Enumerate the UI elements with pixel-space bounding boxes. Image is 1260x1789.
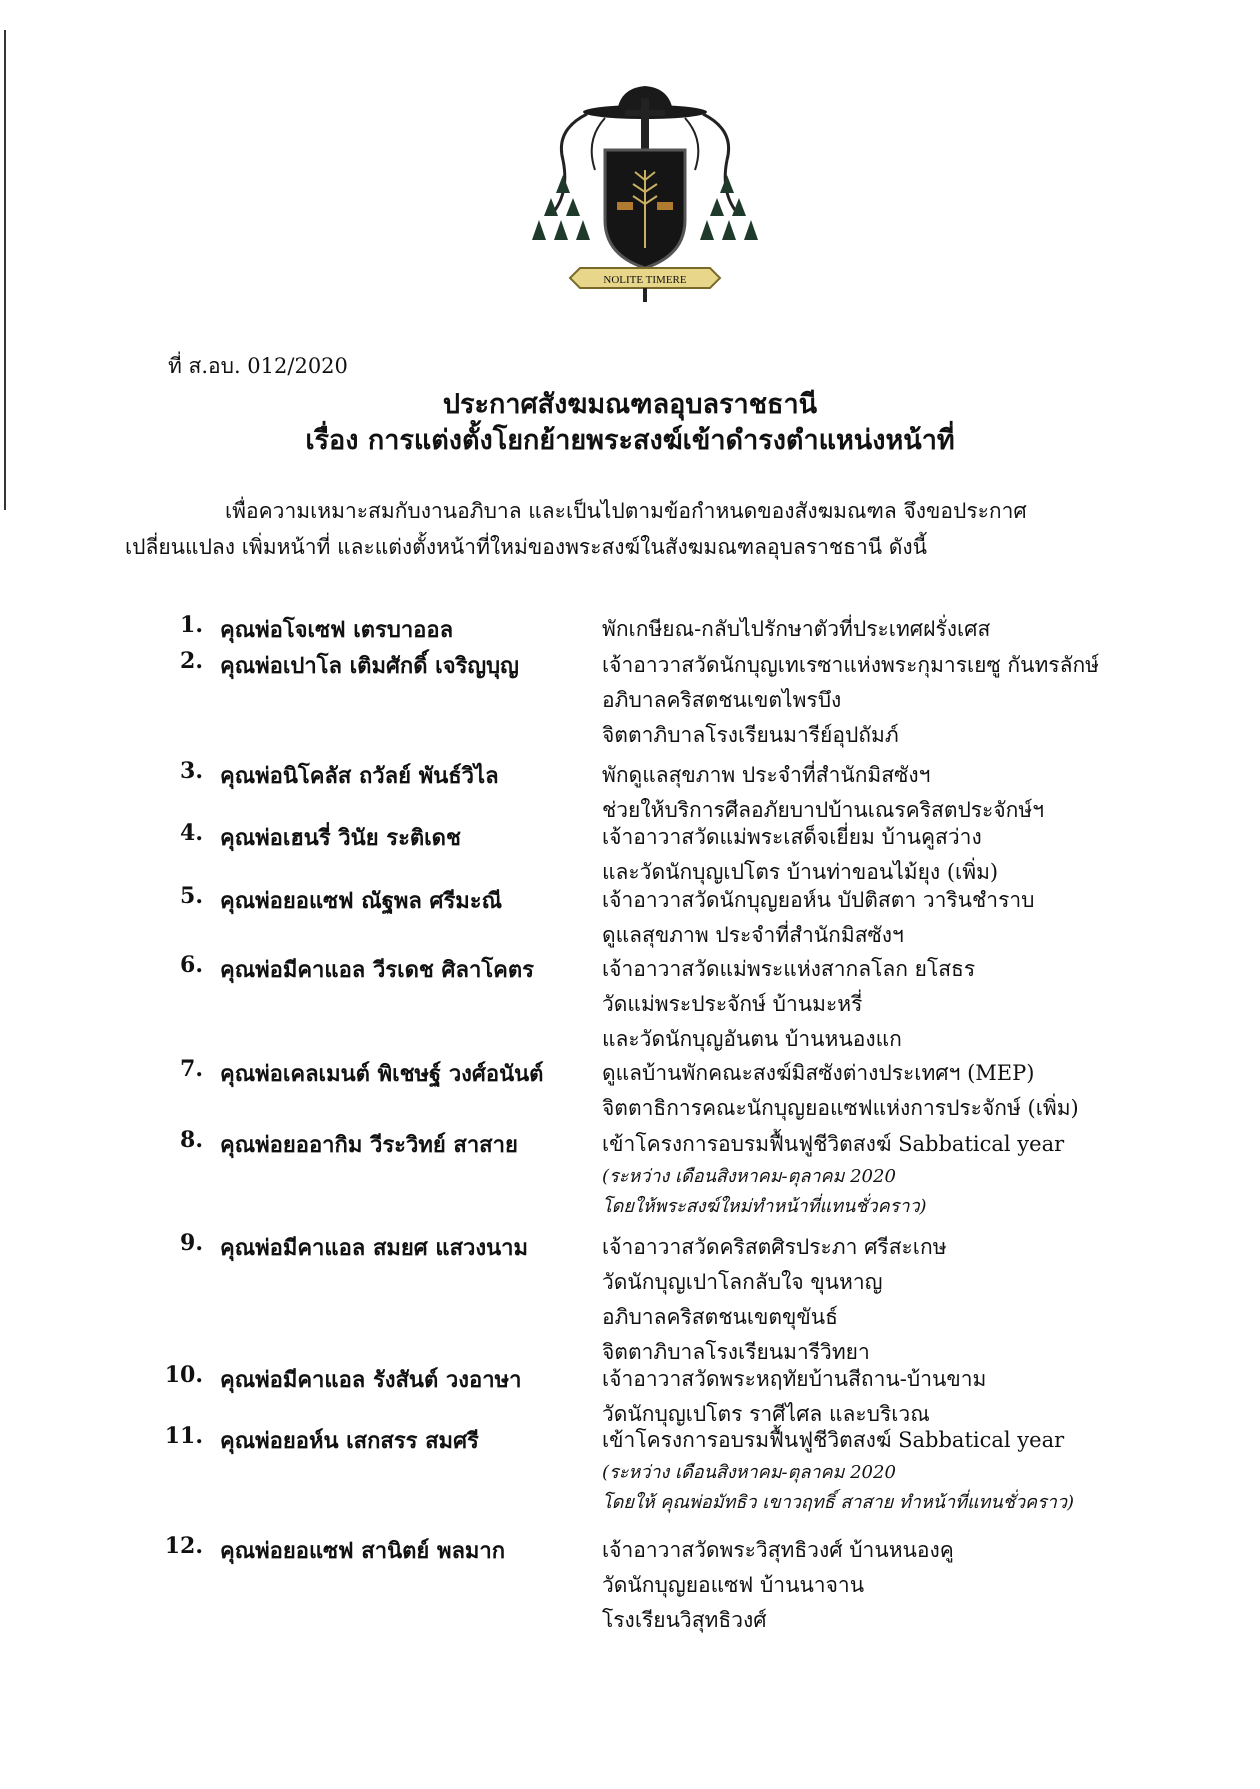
assignment-line: วัดนักบุญเปาโลกลับใจ ขุนหาญ [602, 1270, 883, 1294]
entry-number: 2. [180, 648, 203, 674]
priest-name: คุณพ่อมีคาแอล วีรเดช ศิลาโคตร [220, 957, 534, 983]
assignment-line: โรงเรียนวิสุทธิวงศ์ [602, 1608, 767, 1632]
assignment-list [602, 1533, 954, 1638]
assignment-line: เข้าโครงการอบรมฟื้นฟูชีวิตสงฆ์ Sabbatical year [602, 1428, 1065, 1452]
assignment-line: เข้าโครงการอบรมฟื้นฟูชีวิตสงฆ์ Sabbatical year [602, 1132, 1065, 1156]
priest-name: คุณพ่อเคลเมนต์ พิเชษฐ์ วงศ์อนันต์ [220, 1061, 544, 1087]
assignment-line: เจ้าอาวาสวัดแม่พระแห่งสากลโลก ยโสธร [602, 957, 976, 981]
entry-number: 5. [180, 883, 203, 909]
assignment-list [602, 952, 975, 1057]
entry-number: 1. [180, 612, 203, 638]
assignment-line: จิตตาภิบาลโรงเรียนมารีย์อุปถัมภ์ [602, 723, 899, 747]
crest-motto: NOLITE TIMERE [603, 274, 687, 286]
assignment-line: ดูแลบ้านพักคณะสงฆ์มิสซังต่างประเทศฯ (MEP) [602, 1061, 1035, 1085]
announcement-title: ประกาศสังฆมณฑลอุบลราชธานี [442, 389, 818, 420]
assignment-line: วัดแม่พระประจักษ์ บ้านมะหรี่ [602, 992, 863, 1016]
assignment-line: เจ้าอาวาสวัดนักบุญยอห์น บัปติสตา วารินชำราบ [602, 888, 1035, 912]
entry-number: 4. [180, 820, 203, 846]
assignment-line: เจ้าอาวาสวัดพระวิสุทธิวงศ์ บ้านหนองคู [602, 1538, 954, 1562]
assignment-list [602, 612, 990, 647]
priest-name: คุณพ่อเปาโล เติมศักดิ์ เจริญบุญ [220, 653, 519, 679]
assignment-list [602, 648, 1099, 753]
assignment-line: และวัดนักบุญอันตน บ้านหนองแก [602, 1027, 902, 1051]
entry-number: 8. [180, 1127, 203, 1153]
assignment-line: เจ้าอาวาสวัดนักบุญเทเรซาแห่งพระกุมารเยซู กันทรลักษ์ [602, 653, 1100, 677]
priest-name: คุณพ่อยอแซฟ สานิตย์ พลมาก [220, 1538, 506, 1564]
announcement-subject: เรื่อง การแต่งตั้งโยกย้ายพระสงฆ์เข้าดำรงตำแหน่งหน้าที่ [305, 425, 955, 456]
assignment-line: วัดนักบุญยอแซฟ บ้านนาจาน [602, 1573, 865, 1597]
entry-number: 11. [164, 1423, 203, 1449]
priest-name: คุณพ่อมีคาแอล รังสันต์ วงอาษา [220, 1367, 522, 1393]
assignment-list [602, 1230, 947, 1370]
assignment-line: และวัดนักบุญเปโตร บ้านท่าขอนไม้ยุง (เพิ่ม) [602, 860, 999, 884]
entry-number: 6. [180, 952, 203, 978]
document-number: ที่ ส.อบ. 012/2020 [168, 354, 348, 378]
assignment-line: อภิบาลคริสตชนเขตไพรบึง [602, 688, 842, 712]
priest-name: คุณพ่อนิโคลัส ถวัลย์ พันธ์วิไล [220, 763, 499, 789]
assignment-list [602, 1362, 986, 1432]
assignment-line: เจ้าอาวาสวัดคริสตศิรประภา ศรีสะเกษ [602, 1235, 947, 1259]
assignment-list [602, 1127, 1064, 1222]
entry-number: 10. [164, 1362, 203, 1388]
entry-number: 12. [164, 1533, 203, 1559]
intro-line-2: เปลี่ยนแปลง เพิ่มหน้าที่ และแต่งตั้งหน้าที่ใหม่ของพระสงฆ์ในสังฆมณฑลอุบลราชธานี ดังนี้ [125, 535, 928, 559]
assignment-line: เจ้าอาวาสวัดแม่พระเสด็จเยี่ยม บ้านคูสว่าง [602, 825, 982, 849]
assignment-note: โดยให้ คุณพ่อมัทธิว เขาวฤทธิ์ สาสาย ทำหน้าที่แทนชั่วคราว) [602, 1492, 1074, 1513]
priest-name: คุณพ่อยออากิม วีระวิทย์ สาสาย [220, 1132, 518, 1158]
assignment-note: (ระหว่าง เดือนสิงหาคม-ตุลาคม 2020 [602, 1166, 896, 1187]
priest-name: คุณพ่อยอห์น เสกสรร สมศรี [220, 1428, 479, 1454]
intro-line-1: เพื่อความเหมาะสมกับงานอภิบาล และเป็นไปตามข้อกำหนดของสังฆมณฑล จึงขอประกาศ [225, 499, 1027, 523]
assignment-line: จิตตาธิการคณะนักบุญยอแซฟแห่งการประจักษ์ (เพิ่ม) [602, 1096, 1079, 1120]
entry-number: 9. [180, 1230, 203, 1256]
assignment-line: อภิบาลคริสตชนเขตขุขันธ์ [602, 1305, 838, 1329]
assignment-list [602, 883, 1034, 953]
assignment-line: ดูแลสุขภาพ ประจำที่สำนักมิสซังฯ [602, 923, 904, 947]
assignment-list [602, 820, 998, 890]
priest-name: คุณพ่อมีคาแอล สมยศ แสวงนาม [220, 1235, 528, 1261]
assignment-list [602, 1056, 1079, 1126]
entry-number: 3. [180, 758, 203, 784]
assignment-line: พักเกษียณ-กลับไปรักษาตัวที่ประเทศฝรั่งเศส [602, 617, 991, 641]
assignment-line: เจ้าอาวาสวัดพระหฤทัยบ้านสีถาน-บ้านขาม [602, 1367, 987, 1391]
assignment-line: ช่วยให้บริการศีลอภัยบาปบ้านเณรคริสตประจักษ์ฯ [602, 798, 1044, 822]
assignment-note: (ระหว่าง เดือนสิงหาคม-ตุลาคม 2020 [602, 1462, 896, 1483]
priest-name: คุณพ่อยอแซฟ ณัฐพล ศรีมะณี [220, 888, 502, 914]
assignment-line: พักดูแลสุขภาพ ประจำที่สำนักมิสซังฯ [602, 763, 931, 787]
priest-name: คุณพ่อเฮนรี่ วินัย ระติเดช [220, 825, 461, 851]
entry-number: 7. [180, 1056, 203, 1082]
assignment-note: โดยให้พระสงฆ์ใหม่ทำหน้าที่แทนชั่วคราว) [602, 1196, 927, 1217]
assignment-line: จิตตาภิบาลโรงเรียนมารีวิทยา [602, 1340, 870, 1364]
assignment-list [602, 758, 1044, 828]
assignment-line: วัดนักบุญเปโตร ราศีไศล และบริเวณ [602, 1402, 930, 1426]
assignment-list [602, 1423, 1074, 1518]
priest-name: คุณพ่อโจเซฟ เตรบาออล [220, 617, 454, 643]
